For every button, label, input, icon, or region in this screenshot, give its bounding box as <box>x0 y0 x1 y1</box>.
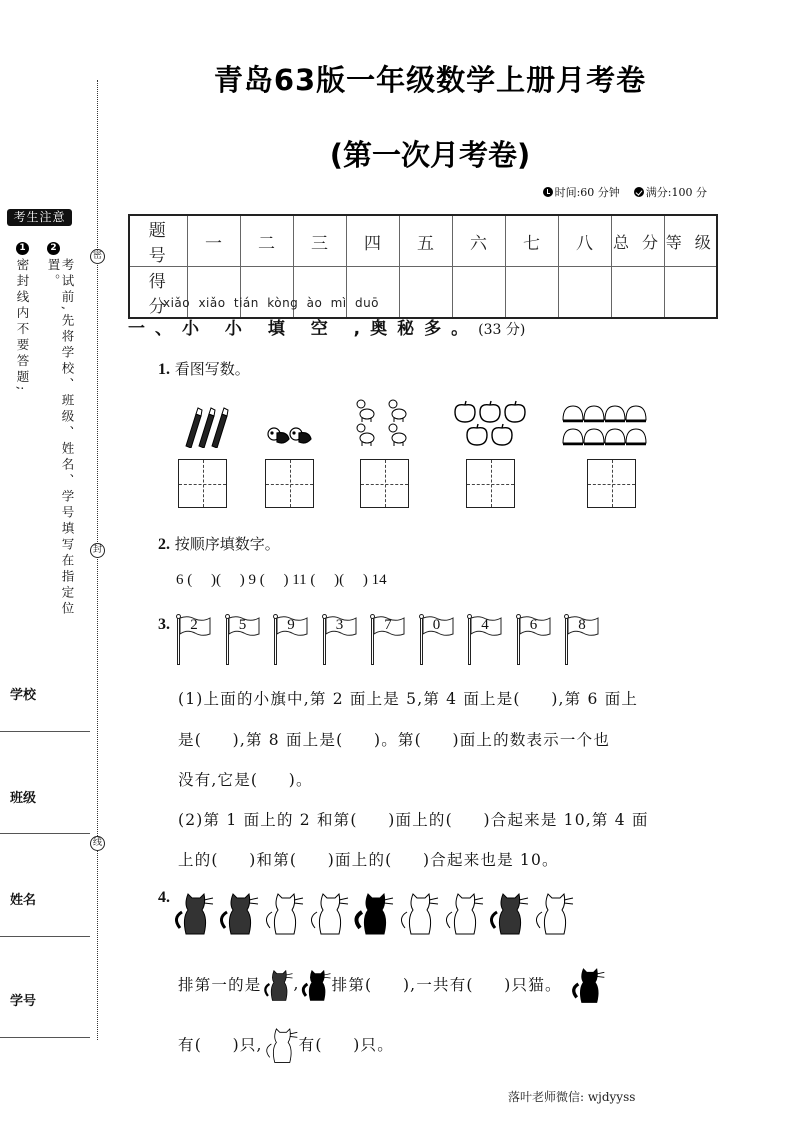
score-cell-grade[interactable] <box>664 267 717 319</box>
black-cat-icon <box>300 964 332 1004</box>
section-heading <box>128 314 525 339</box>
header-cell-4: 四 <box>346 215 399 267</box>
flag-4 <box>322 614 371 666</box>
field-id-label: 学号 <box>10 994 37 1009</box>
peach-icon <box>561 402 649 448</box>
answer-box-chicks[interactable] <box>265 459 314 508</box>
header-cell-7: 七 <box>505 215 558 267</box>
seal-mi: 密 <box>90 249 105 264</box>
clock-icon <box>543 187 553 197</box>
q4-line-2[interactable] <box>178 1023 394 1065</box>
apple-icon <box>452 400 530 448</box>
exam-score-label: 满分:100 分 <box>645 186 707 199</box>
flag-9 <box>564 614 613 666</box>
white-cat-icon <box>397 888 440 936</box>
white-cat-icon <box>263 1023 299 1065</box>
flag-8 <box>516 614 565 666</box>
score-cell-1[interactable] <box>187 267 240 319</box>
white-cat-icon <box>442 888 485 936</box>
seal-xian: 线 <box>90 836 105 851</box>
q4-line2-a: 有( )只, <box>178 1036 263 1054</box>
q3-line-3[interactable]: 没有,它是( )。 <box>178 771 313 789</box>
q3-line-2[interactable]: 是( ),第 8 面上是( )。第( )面上的数表示一个也 <box>178 731 611 749</box>
score-row-label: 得 分 <box>129 267 187 319</box>
header-cell-6: 六 <box>452 215 505 267</box>
flag-5 <box>370 614 419 666</box>
header-cell-5: 五 <box>399 215 452 267</box>
check-circle-icon <box>634 187 644 197</box>
score-cell-7[interactable] <box>505 267 558 319</box>
score-cell-2[interactable] <box>240 267 293 319</box>
q3-line-1[interactable]: (1)上面的小旗中,第 2 面上是 5,第 4 面上是( ),第 6 面上 <box>178 690 639 708</box>
flag-number: 2 <box>190 617 198 633</box>
q2-prompt: 按顺序填数字。 <box>174 535 280 553</box>
notice-badge: 考生注意 <box>7 209 72 226</box>
notice-number-1: 1 <box>16 242 29 255</box>
section-pinyin: xiǎo xiǎo tián kòng ào mì duō <box>163 296 380 310</box>
header-cell-total: 总 分 <box>611 215 664 267</box>
flag-3 <box>273 614 322 666</box>
q2-sequence[interactable]: 6 ( )( ) 9 ( ) 11 ( )( ) 14 <box>176 572 387 588</box>
field-id-line[interactable] <box>0 1037 90 1038</box>
q4-number: 4. <box>158 889 170 906</box>
score-cell-5[interactable] <box>399 267 452 319</box>
score-table-score-row <box>129 267 717 319</box>
white-cat-icon <box>262 888 305 936</box>
header-cell-1: 一 <box>187 215 240 267</box>
field-class-label: 班级 <box>10 791 37 806</box>
q4-line1-a: 排第一的是 <box>178 976 262 994</box>
flag-1 <box>176 614 225 666</box>
flag-row <box>176 614 613 666</box>
page-title: 青岛63版一年级数学上册月考卷 <box>213 63 647 97</box>
score-table-header-row <box>129 215 717 267</box>
pencils-picture <box>180 398 235 448</box>
spotted-cat-icon <box>487 888 530 936</box>
spotted-cat-icon <box>172 888 215 936</box>
header-cell-8: 八 <box>558 215 611 267</box>
seal-feng: 封 <box>90 543 105 558</box>
q4-line1-b: , <box>293 975 300 993</box>
exam-meta <box>543 184 707 200</box>
seal-line <box>97 80 98 1040</box>
chick-icon <box>266 424 316 448</box>
white-cat-icon <box>532 888 575 936</box>
q1-number: 1. <box>158 361 170 378</box>
q3-heading <box>158 615 170 634</box>
flag-number: 7 <box>384 617 392 633</box>
field-name-label: 姓名 <box>10 893 37 908</box>
field-school-label: 学校 <box>10 688 37 703</box>
q2-number: 2. <box>158 536 170 553</box>
score-cell-4[interactable] <box>346 267 399 319</box>
cat-row <box>172 888 575 936</box>
exam-time <box>543 184 620 200</box>
answer-box-lambs[interactable] <box>360 459 409 508</box>
q4-line1-c: 排第( ),一共有( )只猫。 <box>331 976 562 994</box>
answer-box-apples[interactable] <box>466 459 515 508</box>
q2-heading <box>158 533 280 554</box>
flag-7 <box>467 614 516 666</box>
notice-text-1: 密封线内不要答题; <box>15 258 30 394</box>
flag-number: 9 <box>287 617 295 633</box>
chicks-picture <box>264 398 318 448</box>
header-cell-2: 二 <box>240 215 293 267</box>
score-cell-8[interactable] <box>558 267 611 319</box>
flag-number: 8 <box>578 617 586 633</box>
q4-line2-b: 有( )只。 <box>298 1036 394 1054</box>
peaches-picture <box>560 398 650 448</box>
exam-time-label: 时间:60 分钟 <box>554 186 620 199</box>
answer-box-peaches[interactable] <box>587 459 636 508</box>
q4-heading <box>158 888 170 907</box>
black-cat-icon <box>570 963 606 1005</box>
q3-line-5[interactable]: 上的( )和第( )面上的( )合起来也是 10。 <box>178 851 559 869</box>
q4-line-1[interactable] <box>178 963 606 1005</box>
q3-number: 3. <box>158 616 170 633</box>
score-cell-6[interactable] <box>452 267 505 319</box>
flag-number: 5 <box>238 617 247 633</box>
spotted-cat-icon <box>217 888 260 936</box>
lamb-icon <box>353 398 411 448</box>
spotted-cat-icon <box>262 964 294 1004</box>
flag-number: 3 <box>335 617 344 633</box>
header-cell-3: 三 <box>293 215 346 267</box>
section-points: (33 分) <box>478 322 526 338</box>
header-cell-question: 题 号 <box>129 215 187 267</box>
flag-number: 0 <box>432 617 441 633</box>
answer-box-pencils[interactable] <box>178 459 227 508</box>
flag-number: 6 <box>529 617 538 633</box>
black-cat-icon <box>352 888 395 936</box>
lambs-picture <box>352 398 412 448</box>
field-class-line[interactable] <box>0 833 90 834</box>
flag-2 <box>225 614 274 666</box>
q1-prompt: 看图写数。 <box>174 360 250 378</box>
footer-contact: 落叶老师微信: wjdyyss <box>508 1090 636 1104</box>
page-subtitle: (第一次月考卷) <box>329 138 531 172</box>
notice-text-2: 考试前,先将学校、班级、姓名、学号填写在指定位置。 <box>46 258 75 618</box>
score-cell-3[interactable] <box>293 267 346 319</box>
white-cat-icon <box>307 888 350 936</box>
q1-heading <box>158 358 250 379</box>
pencil-icon <box>182 402 234 448</box>
score-cell-total[interactable] <box>611 267 664 319</box>
section-title: 一、小 小 填 空 ,奥秘多。 <box>128 319 479 339</box>
flag-6 <box>419 614 468 666</box>
exam-full-score <box>634 184 707 200</box>
field-name-line[interactable] <box>0 936 90 937</box>
apples-picture <box>450 398 532 448</box>
flag-number: 4 <box>481 617 489 633</box>
notice-number-2: 2 <box>47 242 60 255</box>
q3-line-4[interactable]: (2)第 1 面上的 2 和第( )面上的( )合起来是 10,第 4 面 <box>178 811 649 829</box>
header-cell-grade: 等 级 <box>664 215 717 267</box>
field-school-line[interactable] <box>0 731 90 732</box>
